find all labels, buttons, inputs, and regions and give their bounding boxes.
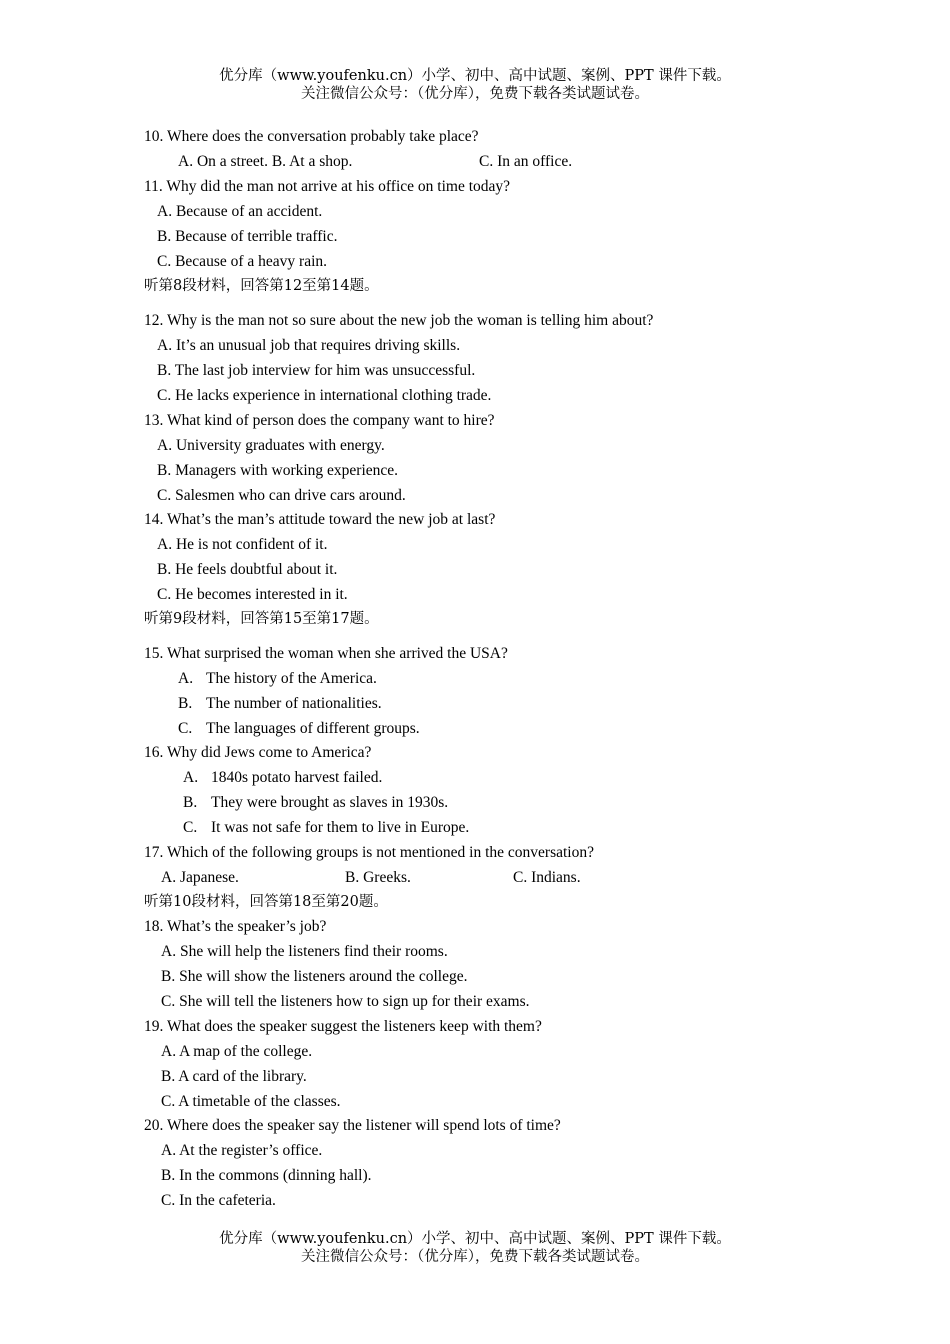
header-line-1: 优分库（www.youfenku.cn）小学、初中、高中试题、案例、PPT 课件下载。 [219,68,731,84]
header-line-2: 关注微信公众号：（优分库），免费下载各类试题试卷。 [301,86,649,102]
question-text: 14. What’s the man’s attitude toward the new job at last? [144,511,496,528]
section-heading-9: 听第9段材料，回答第15至第17题。 [144,611,379,627]
option-a-letter: A. [183,769,199,786]
option-b: B. Greeks. [345,869,411,886]
option-a: A. She will help the listeners find their rooms. [161,943,448,960]
option-c: C. In the cafeteria. [161,1192,276,1209]
option-c-text: The languages of different groups. [206,720,420,737]
option-c: C. Indians. [513,869,581,886]
option-b: B. A card of the library. [161,1068,307,1085]
option-c-text: It was not safe for them to live in Europe. [211,819,470,836]
question-text: 16. Why did Jews come to America? [144,744,372,761]
option-b-letter: B. [178,695,193,712]
option-a: A. University graduates with energy. [157,437,385,454]
option-b-text: They were brought as slaves in 1930s. [211,794,449,811]
option-a-text: 1840s potato harvest failed. [211,769,383,786]
option-c: C. Salesmen who can drive cars around. [157,487,406,504]
option-c: C. He lacks experience in international clothing trade. [157,387,492,404]
option-a: A. A map of the college. [161,1043,313,1060]
option-a: A. Because of an accident. [157,203,323,220]
option-c: C. She will tell the listeners how to sign up for their exams. [161,993,530,1010]
option-a: A. Japanese. [161,869,239,886]
option-c: C. A timetable of the classes. [161,1093,341,1110]
option-c: C. In an office. [479,153,573,170]
option-a: A. It’s an unusual job that requires driving skills. [157,337,461,354]
option-a: A. At the register’s office. [161,1142,323,1159]
question-text: 18. What’s the speaker’s job? [144,918,327,935]
section-heading-10: 听第10段材料，回答第18至第20题。 [144,894,388,910]
option-b: B. She will show the listeners around the college. [161,968,468,985]
option-a-text: The history of the America. [206,670,377,687]
option-c: C. He becomes interested in it. [157,586,348,603]
question-text: 17. Which of the following groups is not mentioned in the conversation? [144,844,594,861]
option-a-letter: A. [178,670,194,687]
question-text: 19. What does the speaker suggest the listeners keep with them? [144,1018,542,1035]
option-a: A. He is not confident of it. [157,536,328,553]
option-a-b: A. On a street. B. At a shop. [178,153,353,170]
option-b-text: The number of nationalities. [206,695,382,712]
question-text: 11. Why did the man not arrive at his office on time today? [144,178,511,195]
question-text: 15. What surprised the woman when she arrived the USA? [144,645,508,662]
option-c: C. Because of a heavy rain. [157,253,328,270]
question-text: 20. Where does the speaker say the listener will spend lots of time? [144,1117,561,1134]
question-text: 10. Where does the conversation probably take place? [144,128,479,145]
question-text: 13. What kind of person does the company want to hire? [144,412,495,429]
option-b: B. Managers with working experience. [157,462,399,479]
option-b: B. He feels doubtful about it. [157,561,338,578]
footer-line-2: 关注微信公众号：（优分库），免费下载各类试题试卷。 [301,1249,649,1265]
footer-line-1: 优分库（www.youfenku.cn）小学、初中、高中试题、案例、PPT 课件下载。 [219,1231,731,1247]
option-c-letter: C. [183,819,198,836]
option-b: B. Because of terrible traffic. [157,228,338,245]
option-c-letter: C. [178,720,193,737]
option-b: B. The last job interview for him was unsuccessful. [157,362,476,379]
option-b: B. In the commons (dinning hall). [161,1167,372,1184]
question-text: 12. Why is the man not so sure about the new job the woman is telling him about? [144,312,654,329]
option-b-letter: B. [183,794,198,811]
section-heading-8: 听第8段材料，回答第12至第14题。 [144,278,379,294]
